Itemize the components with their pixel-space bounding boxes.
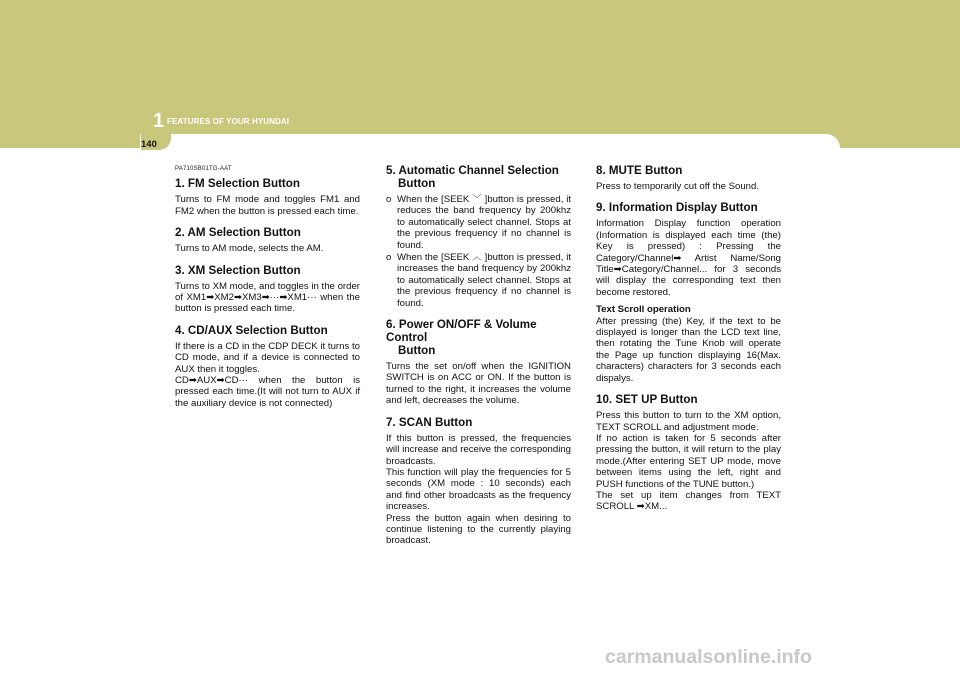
seek-list: [386, 194, 571, 309]
power-volume-heading-line2: Button: [398, 344, 436, 358]
cd-aux-button-heading: 4. CD/AUX Selection Button: [175, 323, 328, 337]
text-scroll-text: After pressing (the) Key, if the text to be displayed is longer than the LCD text line, then rotating the Tune Knob will operate the Page up function displaying 16(Max. characters) characters for 3 seconds each dispalys.: [596, 315, 781, 384]
column-right: [596, 160, 781, 517]
chapter-title: FEATURES OF YOUR HYUNDAI: [167, 117, 290, 126]
mute-button-text: Press to temporarily cut off the Sound.: [596, 181, 759, 192]
page-tab: [140, 134, 840, 150]
fm-button-heading: 1. FM Selection Button: [175, 177, 300, 191]
scan-text-3: Press the button again when desiring to continue listening to the currently playing broadcast.: [386, 512, 571, 547]
power-volume-text: Turns the set on/off when the IGNITION SWITCH is on ACC or ON. If the button is turned to the right, it increases the volume and left, decreases the volume.: [386, 361, 571, 407]
scan-button-heading: 7. SCAN Button: [386, 415, 473, 429]
column-left: [175, 160, 360, 413]
chapter-number: 1: [153, 110, 165, 132]
mute-button-heading: 8. MUTE Button: [596, 164, 683, 177]
seek-down-item: o When the [SEEK ﹀ ]button is pressed, it reduces the band frequency by 200khz to automatically select channel. Stops at the previous frequency if no channel is found.: [386, 194, 571, 251]
fm-button-text: Turns to FM mode and toggles FM1 and FM2 when the button is pressed each time.: [175, 194, 360, 217]
scan-text-2: This function will play the frequencies for 5 seconds (XM mode : 10 seconds) each and find other broadcasts as the frequency increases.: [386, 466, 571, 513]
info-display-heading: 9. Information Display Button: [596, 201, 758, 215]
scan-text-1: If this button is pressed, the frequencies will increase and receive the corresponding broadcasts.: [386, 432, 571, 467]
header-band: [0, 0, 960, 148]
am-button-text: Turns to AM mode, selects the AM.: [175, 243, 324, 255]
setup-text-3: The set up item changes from TEXT SCROLL ➡XM...: [596, 489, 781, 513]
setup-button-heading: 10. SET UP Button: [596, 393, 698, 407]
power-volume-heading: [386, 318, 571, 357]
section-code: PA710SB01TG-AAT: [175, 166, 232, 172]
xm-button-text: Turns to XM mode, and toggles in the order of XM1➡XM2➡XM3➡···➡XM1··· when the button is pressed each time.: [175, 280, 360, 315]
xm-button-heading: 3. XM Selection Button: [175, 263, 301, 277]
watermark: carmanualsonline.info: [605, 646, 812, 668]
cd-aux-button-text-2: CD➡AUX➡CD··· when the button is pressed each time.(It will not turn to AUX if the auxiliary device is not connected): [175, 375, 360, 409]
auto-channel-heading: [386, 164, 571, 190]
am-button-heading: 2. AM Selection Button: [175, 226, 301, 240]
power-volume-heading-line1: 6. Power ON/OFF & Volume Control: [386, 318, 537, 345]
setup-text-1: Press this button to turn to the XM option, TEXT SCROLL and adjustment mode.: [596, 410, 781, 433]
setup-text-2: If no action is taken for 5 seconds after pressing the button, it will return to the play mode.(After entering SET UP mode, move between items using the left, right and PUSH functions of the TUNE button.): [596, 432, 781, 490]
seek-up-item: o When the [SEEK ︿ ]button is pressed, it increases the band frequency by 200khz to automatically select channel. Stops at the previous frequency if no channel is found.: [386, 252, 571, 309]
cd-aux-button-text: If there is a CD in the CDP DECK it turns to CD mode, and if a device is connected to AUX then it toggles.: [175, 340, 360, 375]
text-scroll-subheading: Text Scroll operation: [596, 304, 691, 316]
info-display-text: Information Display function operation (Information is displayed each time (the) Key is pressed) : Pressing the Category/Channel➡ Artist Name/Song Title➡Category/Channel... for 3 seconds will display the corresponding text then become restored.: [596, 218, 781, 298]
page-number: 140: [141, 139, 157, 150]
column-middle: [386, 160, 571, 551]
auto-channel-heading-line1: 5. Automatic Channel Selection: [386, 164, 559, 177]
auto-channel-heading-line2: Button: [398, 177, 436, 190]
